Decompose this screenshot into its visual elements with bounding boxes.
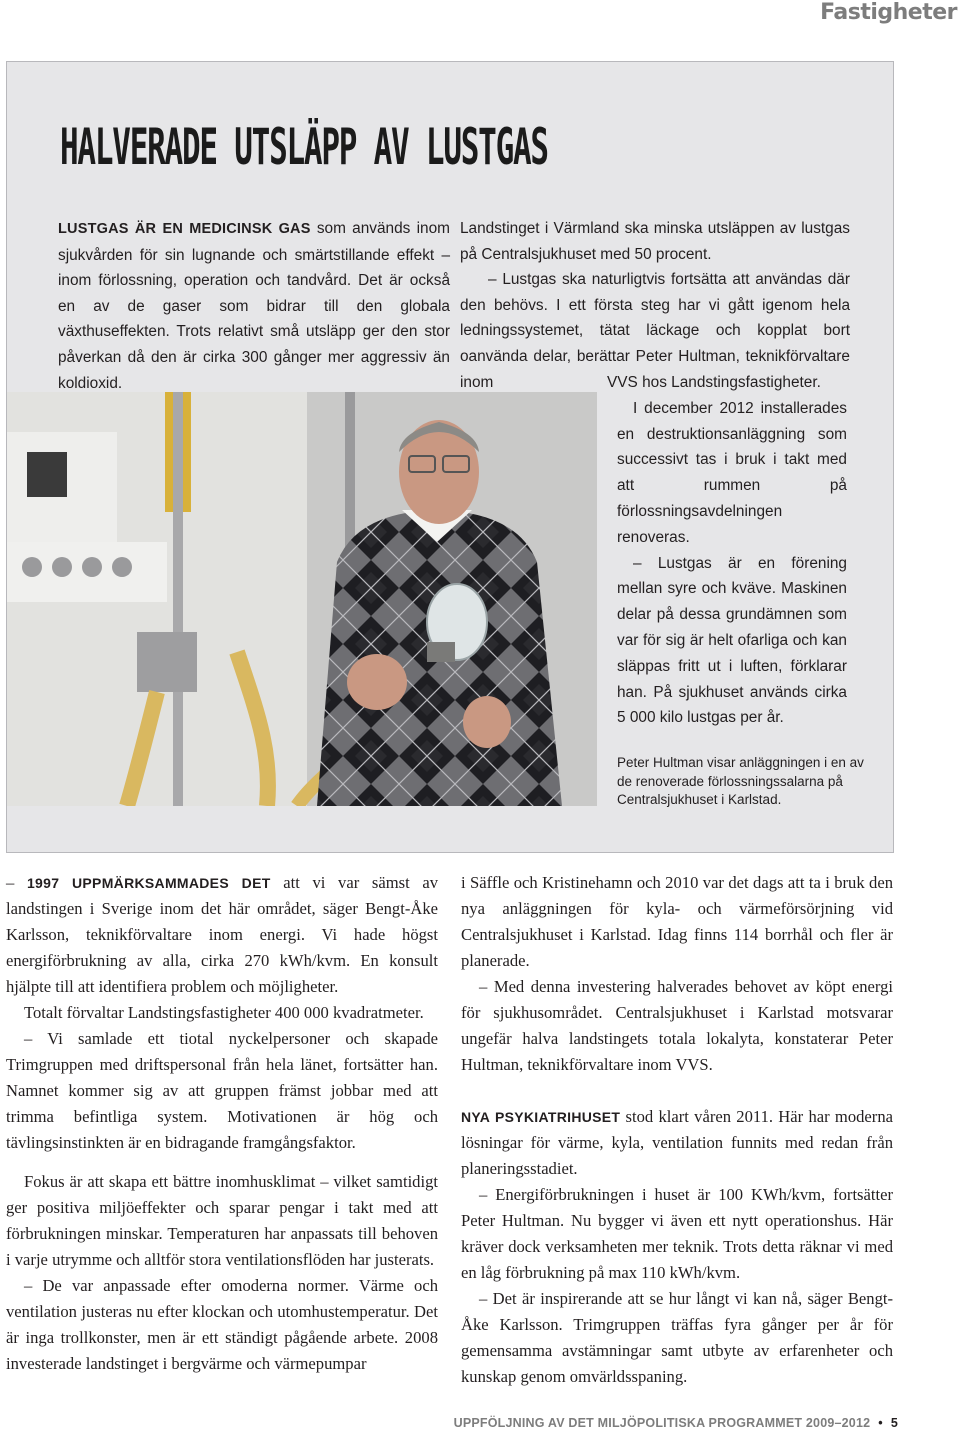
- box-paragraph-4: – Lustgas är en förening mellan syre och kväve. Maskinen delar på dessa grundämnen som var för sig är helt ofarliga och kan släppas fritt ut i luften, förklarar han. På sjukhuset används cirka 5 000 kilo lustgas per år.: [617, 554, 847, 727]
- article-paragraph-10: – Det är inspirerande att se hur långt vi kan nå, säger Bengt-Åke Karlsson. Trimgruppen träffas fyra gånger per år för gemensamma avstämningar samt utbyte av erfarenheter och kunskap genom omvärldsspaning.: [461, 1289, 893, 1386]
- article-left-column: [6, 870, 438, 1377]
- footer-title: UPPFÖLJNING AV DET MILJÖPOLITISKA PROGRAMMET 2009–2012: [453, 1416, 871, 1430]
- article-paragraph-9: – Energiförbrukningen i huset är 100 KWh/kvm, fortsätter Peter Hultman. Nu bygger vi även ett nytt operationshus. Här kräver dock verksamheten mer teknik. Trots detta räknar vi med en låg förbrukning på max 110 kWh/kvm.: [461, 1185, 893, 1282]
- intro-left-column: [58, 216, 450, 396]
- article-paragraph-7: – Med denna investering halverades behovet av köpt energi för sjukhusområdet. Centralsjukhuset i Karlstad motsvarar ungefär halva landstingets totala lokalyta, konstaterar Peter Hultman, teknikförvaltare inom VVS.: [461, 977, 893, 1074]
- article-lead: 1997 UPPMÄRKSAMMADES DET: [26, 875, 271, 891]
- article-paragraph-1: [6, 870, 438, 1000]
- box-flow-text: [607, 370, 847, 731]
- page-footer: [454, 1416, 898, 1434]
- intro-right-column: [460, 216, 850, 395]
- lead-dash: –: [6, 873, 27, 892]
- subhead-lead: NYA PSYKIATRIHUSET: [461, 1109, 621, 1125]
- article-text: att vi var sämst av landstingen i Sverige inom det här området, säger Bengt-Åke Karlsson, teknikförvaltare inom energi. Vi hade högst energiförbrukning av alla, cirka 270 kWh/kvm. En konsult hjälpte till att identifiera problem och möjligheter.: [6, 873, 438, 996]
- intro-lead: LUSTGAS ÄR EN MEDICINSK GAS: [58, 221, 311, 237]
- intro-paragraph: [58, 216, 450, 396]
- box-paragraph-3: I december 2012 installerades en destruktionsanläggning som successivt tas i bruk i takt med att rummen på förlossningsavdelningen renoveras.: [617, 399, 847, 546]
- article-paragraph-4: Fokus är att skapa ett bättre inomhusklimat – vilket samtidigt ger positiva miljöeffekter och sparar pengar i takt med att förbrukningen minskar. Temperaturen har anpassats till behoven i varje utrymme och alltför stora ventilationsflöden har justerats.: [6, 1172, 438, 1269]
- article-paragraph-3: – Vi samlade ett tiotal nyckelpersoner och skapade Trimgruppen med driftspersonal från hela länet, fortsätter han. Namnet kommer sig av att gruppen främst jobbar med att trimma befintliga system. Motivationen är hög och tävlingsinstinkten är en bidragande framgångsfaktor.: [6, 1029, 438, 1152]
- article-right-column: [461, 870, 893, 1390]
- page-number: 5: [890, 1416, 898, 1430]
- article-paragraph-2: Totalt förvaltar Landstingsfastigheter 400 000 kvadratmeter.: [24, 1003, 424, 1022]
- article-text: stod klart våren 2011. Här har moderna lösningar för värme, kyla, ventilation funnits med redan från planeringsstadiet.: [461, 1107, 893, 1178]
- box-paragraph-2: – Lustgas ska naturligtvis fortsätta att användas där den behövs. I ett första steg har vi gått igenom hela ledningssystemet, tätat läckage och kopplat bort oanvända delar, berättar Peter Hultman, teknikförvaltare inom: [460, 271, 850, 391]
- photo-caption: Peter Hultman visar anläggningen i en av de renoverade förlossningssalarna på Centralsjukhuset i Karlstad.: [617, 755, 864, 807]
- box-paragraph-1: Landstinget i Värmland ska minska utsläppen av lustgas på Centralsjukhuset med 50 procent.: [460, 220, 850, 263]
- footer-bullet: •: [878, 1416, 883, 1430]
- article-paragraph-8: [461, 1104, 893, 1182]
- section-label: Fastigheter: [820, 0, 957, 25]
- box-paragraph-2-end: VVS hos Landstingsfastigheter.: [607, 374, 821, 391]
- photo-peter-hultman: [7, 392, 597, 806]
- article-paragraph-6: i Säffle och Kristinehamn och 2010 var det dags att ta i bruk den nya anläggningen för kyla- och värmeförsörjning vid Centralsjukhuset i Karlstad. Idag finns 114 borrhål och fler är planerade.: [461, 873, 893, 970]
- intro-text: som används inom sjukvården för sin lugnande och smärtstillande effekt – inom förlossning, operation och tandvård. Det är också en av de gaser som bidrar till den globala växthuseffekten. Trots relativt små utsläpp ger den stor påverkan då den är cirka 300 gånger mer aggressiv än koldioxid.: [58, 220, 450, 392]
- article-paragraph-5: – De var anpassade efter omoderna normer. Värme och ventilation justeras nu efter klockan och utomhustemperatur. Det är inga trollkonster, men är ett ständigt pågående arbete. 2008 investerade landstinget i bergvärme och värmepumpar: [6, 1276, 438, 1373]
- page-title: HALVERADE UTSLÄPP AV LUSTGAS: [60, 118, 548, 176]
